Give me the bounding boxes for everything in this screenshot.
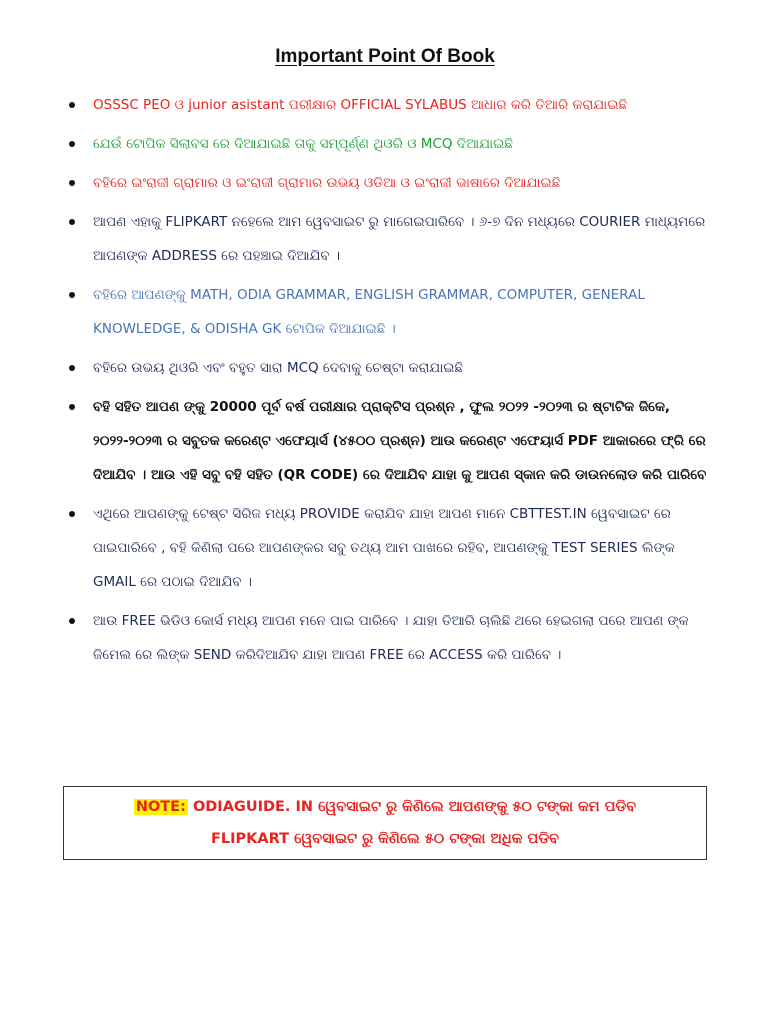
- point-topics: [66, 127, 718, 161]
- point-text: ଏଥିରେ ଆପଣଙ୍କୁ ଟେଷ୍ଟ ସିରିଜ ମଧ୍ୟ PROVIDE କରାଯିବ ଯାହା ଆପଣ ମାନେ CBTTEST.IN ୱେବସାଇଟ ରେ ପାଇପାରିବେ , ବହି କିଣିଲା ପରେ ଆପଣଙ୍କର ସବୁ ତଥ୍ୟ ଆମ ପାଖରେ ରହିବ, ଆପଣଙ୍କୁ TEST SERIES ଲିଙ୍କ GMAIL ରେ ପଠାଇ ଦିଆଯିବ ।: [93, 506, 675, 590]
- point-subjects: [66, 278, 718, 346]
- point-free-material: [66, 390, 718, 492]
- bullet-icon: [69, 219, 75, 225]
- points-list: [66, 88, 718, 677]
- point-ordering: [66, 205, 718, 273]
- point-test-series: [66, 497, 718, 599]
- point-text: ବହିରେ ଇଂରାଜୀ ଗ୍ରାମାର ଓ ଇଂରାଜୀ ଗ୍ରାମାର ଉଭୟ ଓଡିଆ ଓ ଇଂରାଜୀ ଭାଷାରେ ଦିଆଯାଇଛି: [93, 175, 561, 191]
- bullet-icon: [69, 102, 75, 108]
- point-english-grammar: [66, 166, 718, 200]
- point-theory-mcq: [66, 351, 718, 385]
- note-line-2: FLIPKART ୱେବସାଇଟ ରୁ କିଣିଲେ ୫୦ ଟଙ୍କା ଅଧିକ ପଡିବ: [211, 831, 559, 847]
- point-text: ଆପଣ ଏହାକୁ FLIPKART ନହେଲେ ଆମ ୱେବସାଇଟ ରୁ ମାଗେଇପାରିବେ । ୬-୭ ଦିନ ମଧ୍ୟରେ COURIER ମାଧ୍ୟମରେ ଆପଣଙ୍କ ADDRESS ରେ ପହଞ୍ଚାଇ ଦିଆଯିବ ।: [93, 214, 706, 264]
- point-text: ବହି ସହିତ ଆପଣ ଙ୍କୁ 20000 ପୂର୍ବ ବର୍ଷ ପରୀକ୍ଷାର ପ୍ରାକ୍ଟିସ ପ୍ରଶ୍ନ , ଫୁଲ ୨୦୨୨ -୨୦୨୩ ର ଷ୍ଟାଟିକ ଜିକେ, ୨୦୨୨-୨୦୨୩ ର ସବୁତକ କରେଣ୍ଟ ଏଫେୟାର୍ସ (୪୫୦୦ ପ୍ରଶ୍ନ) ଆଉ କରେଣ୍ଟ ଏଫେୟାର୍ସ PDF ଆକାରରେ ଫ୍ରି ରେ ଦିଆଯିବ । ଆଉ ଏହି ସବୁ ବହି ସହିତ (QR CODE) ରେ ଦିଆଯିବ ଯାହା କୁ ଆପଣ ସ୍କାନ କରି ଡାଉନଲୋଡ କରି ପାରିବେ: [93, 399, 707, 483]
- note-line-1: [64, 795, 706, 819]
- point-text: OSSSC PEO ଓ junior asistant ପରୀକ୍ଷାର OFFICIAL SYLABUS ଆଧାର କରି ତିଆରି କରାଯାଇଛି: [93, 97, 628, 113]
- point-text: ବହିରେ ଆପଣଙ୍କୁ MATH, ODIA GRAMMAR, ENGLISH GRAMMAR, COMPUTER, GENERAL KNOWLEDGE, & ODISHA GK ଟୋପିକ ଦିଆଯାଇଛି ।: [93, 287, 645, 337]
- note-text-1: ODIAGUIDE. IN ୱେବସାଇଟ ରୁ କିଣିଲେ ଆପଣଙ୍କୁ ୫୦ ଟଙ୍କା କମ ପଡିବ: [187, 799, 637, 815]
- point-syllabus: [66, 88, 718, 122]
- bullet-icon: [69, 365, 75, 371]
- page-title: Important Point Of Book: [275, 46, 495, 67]
- bullet-icon: [69, 511, 75, 517]
- point-text: ଯେଉଁ ଟୋପିକ ସିଲାବସ ରେ ଦିଆଯାଇଛି ତାକୁ ସମ୍ପୂର୍ଣ୍ଣ ଥିଓରି ଓ MCQ ଦିଆଯାଇଛି: [93, 136, 513, 152]
- note-box: [63, 786, 707, 860]
- note-label: NOTE:: [135, 799, 186, 815]
- bullet-icon: [69, 141, 75, 147]
- bullet-icon: [69, 180, 75, 186]
- point-video-course: [66, 604, 718, 672]
- bullet-icon: [69, 618, 75, 624]
- bullet-icon: [69, 292, 75, 298]
- bullet-icon: [69, 404, 75, 410]
- point-text: ଆଉ FREE ଭିଡିଓ କୋର୍ସ ମଧ୍ୟ ଆପଣ ମନେ ପାଇ ପାରିବେ । ଯାହା ତିଆରି ଚାଲିଛି ଥରେ ହେଇଗଲା ପରେ ଆପଣ ଙ୍କ ଜିମେଲ ରେ ଲିଙ୍କ SEND କରିଦିଆଯିବ ଯାହା ଆପଣ FREE ରେ ACCESS କରି ପାରିବେ ।: [93, 613, 689, 663]
- point-text: ବହିରେ ଉଭୟ ଥିଓରି ଏବଂ ବହୁତ ସାରା MCQ ଦେବାକୁ ଚେଷ୍ଟା କରାଯାଇଛି: [93, 360, 464, 376]
